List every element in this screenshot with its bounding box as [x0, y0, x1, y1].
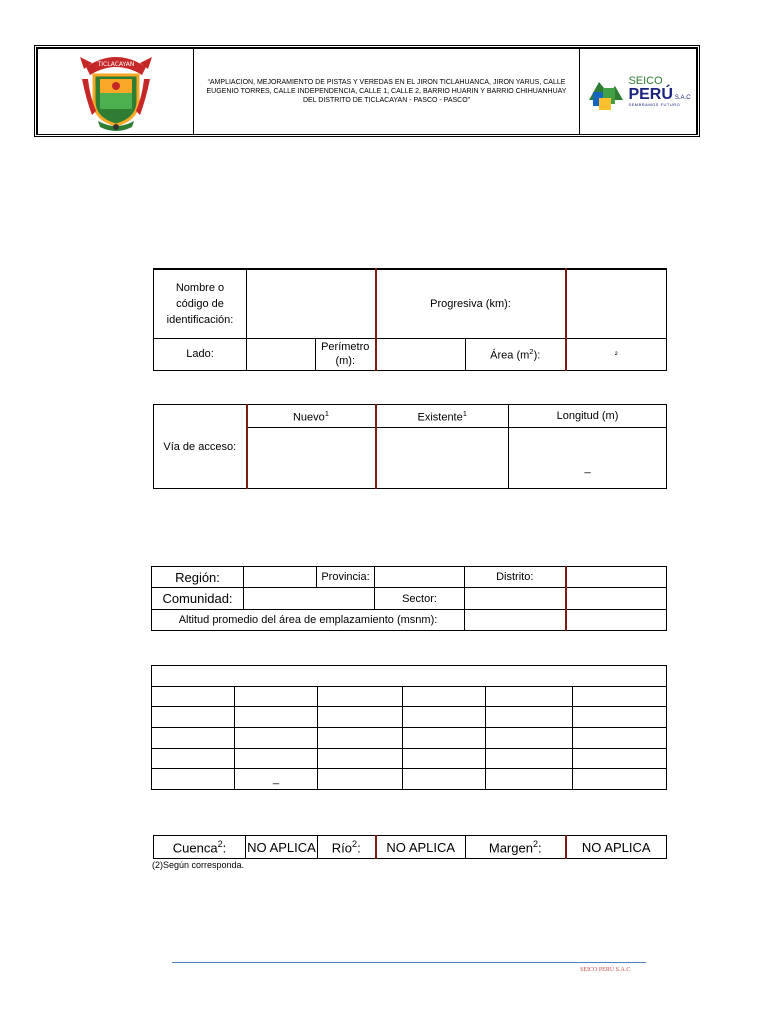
grid-cell[interactable] [235, 728, 318, 749]
grid-cell[interactable] [573, 687, 667, 707]
comunidad-input[interactable] [244, 588, 375, 610]
company-sac-text: S.A.C [674, 95, 691, 101]
nuevo-input[interactable] [247, 428, 376, 489]
grid-cell[interactable] [318, 707, 403, 728]
lado-input[interactable] [247, 338, 316, 370]
nuevo-label: Nuevo [292, 411, 325, 424]
cuenca-label-text: Cuenca [172, 840, 218, 856]
grid-cell[interactable] [152, 687, 235, 707]
grid-cell[interactable] [318, 687, 403, 707]
existente-input[interactable] [376, 428, 509, 489]
longitud-header: Longitud (m) [509, 405, 667, 428]
grid-cell[interactable] [486, 728, 573, 749]
grid-header-row [152, 666, 667, 687]
crest-banner-text: TICLACAYAN [97, 61, 134, 68]
grid-cell[interactable] [152, 769, 235, 790]
perimetro-input[interactable] [376, 338, 466, 370]
grid-cell[interactable] [573, 769, 667, 790]
grid-cell[interactable] [235, 687, 318, 707]
nuevo-header [247, 405, 376, 428]
grid-cell[interactable] [152, 728, 235, 749]
company-peru-text: PERÚ [628, 86, 673, 103]
grid-cell-mark[interactable]: _ [235, 769, 318, 790]
margen-colon: : [538, 840, 542, 856]
footer-company: SEICO PERÚ S.A.C [580, 967, 631, 973]
sector-label: Sector: [375, 588, 465, 610]
identification-table [153, 268, 667, 371]
grid-cell[interactable] [403, 749, 486, 769]
rio-sup: 2 [352, 838, 358, 849]
provincia-label: Provincia: [317, 567, 375, 588]
grid-cell[interactable] [403, 707, 486, 728]
existente-label: Existente [417, 411, 463, 424]
document-header [34, 45, 700, 137]
blank-grid-table [151, 665, 667, 790]
grid-cell[interactable] [152, 749, 235, 769]
margen-label-text: Margen [488, 840, 533, 856]
comunidad-label: Comunidad: [152, 588, 244, 610]
grid-cell[interactable] [486, 769, 573, 790]
grid-cell[interactable] [403, 687, 486, 707]
existente-header [376, 405, 509, 428]
grid-cell[interactable] [486, 749, 573, 769]
grid-cell[interactable] [318, 769, 403, 790]
margen-label [466, 836, 566, 859]
nombre-label: Nombre o código de identificación: [154, 269, 247, 338]
company-logo [580, 72, 696, 112]
progresiva-input[interactable] [566, 269, 667, 338]
seico-cubes-icon [585, 72, 625, 112]
altitud-label: Altitud promedio del área de emplazamiento (msnm): [152, 610, 465, 631]
rio-label [318, 836, 376, 859]
margen-value[interactable]: NO APLICA [566, 836, 667, 859]
sector-extra[interactable] [566, 588, 667, 610]
grid-cell[interactable] [403, 769, 486, 790]
longitud-input[interactable]: _ [509, 428, 667, 489]
area-label [466, 338, 566, 370]
perimetro-label: Perímetro (m): [316, 338, 376, 370]
grid-cell[interactable] [573, 749, 667, 769]
footer-divider [172, 962, 646, 963]
location-table [151, 566, 667, 631]
progresiva-label: Progresiva (km): [376, 269, 566, 338]
rio-label-text: Río [331, 840, 353, 856]
nuevo-sup: 1 [324, 408, 330, 418]
access-road-table [153, 404, 667, 489]
cuenca-value[interactable]: NO APLICA [246, 836, 318, 859]
rio-value[interactable]: NO APLICA [376, 836, 466, 859]
existente-sup: 1 [462, 408, 468, 418]
area-suffix: ): [533, 349, 541, 362]
cuenca-colon: : [222, 840, 227, 856]
area-value[interactable]: ² [566, 338, 667, 370]
sector-input[interactable] [465, 588, 566, 610]
cuenca-sup: 2 [217, 838, 223, 849]
lado-label: Lado: [154, 338, 247, 370]
nombre-input[interactable] [247, 269, 376, 338]
grid-cell[interactable] [573, 728, 667, 749]
company-slogan: SEMBRAMOS FUTURO [628, 102, 681, 107]
footnote: (2)Según corresponda. [152, 860, 245, 870]
grid-cell[interactable] [152, 707, 235, 728]
cuenca-label [154, 836, 246, 859]
altitud-input[interactable] [465, 610, 566, 631]
margen-sup: 2 [532, 838, 538, 849]
grid-cell[interactable] [235, 749, 318, 769]
grid-cell[interactable] [486, 707, 573, 728]
region-input[interactable] [244, 567, 317, 588]
grid-cell[interactable] [235, 707, 318, 728]
company-seico-text: SEICO [628, 75, 663, 87]
grid-cell[interactable] [573, 707, 667, 728]
grid-cell[interactable] [318, 728, 403, 749]
project-title: “AMPLIACION, MEJORAMIENTO DE PISTAS Y VEREDAS EN EL JIRON TICLAHUANCA, JIRON YARUS, CALLE EUGENIO TORRES, CALLE INDEPENDENCIA, CALLE 1, CALLE 2, BARRIO HUARIN Y BARRIO CHIHUANHUAY DEL DISTRITO DE TICLACAYAN - PASCO - PASCO” [194, 49, 580, 135]
municipality-logo-cell [38, 49, 194, 135]
grid-cell[interactable] [486, 687, 573, 707]
altitud-extra[interactable] [566, 610, 667, 631]
provincia-input[interactable] [375, 567, 465, 588]
grid-cell[interactable] [318, 749, 403, 769]
rio-colon: : [357, 840, 361, 856]
distrito-input[interactable] [566, 567, 667, 588]
region-label: Región: [152, 567, 244, 588]
basin-table [153, 835, 667, 859]
municipality-crest-icon [76, 49, 156, 131]
area-sup: 2 [529, 346, 534, 356]
area-label-text: Área (m [490, 349, 530, 362]
company-logo-cell [580, 49, 697, 135]
via-label: Vía de acceso: [154, 405, 247, 489]
grid-cell[interactable] [403, 728, 486, 749]
distrito-label: Distrito: [465, 567, 566, 588]
